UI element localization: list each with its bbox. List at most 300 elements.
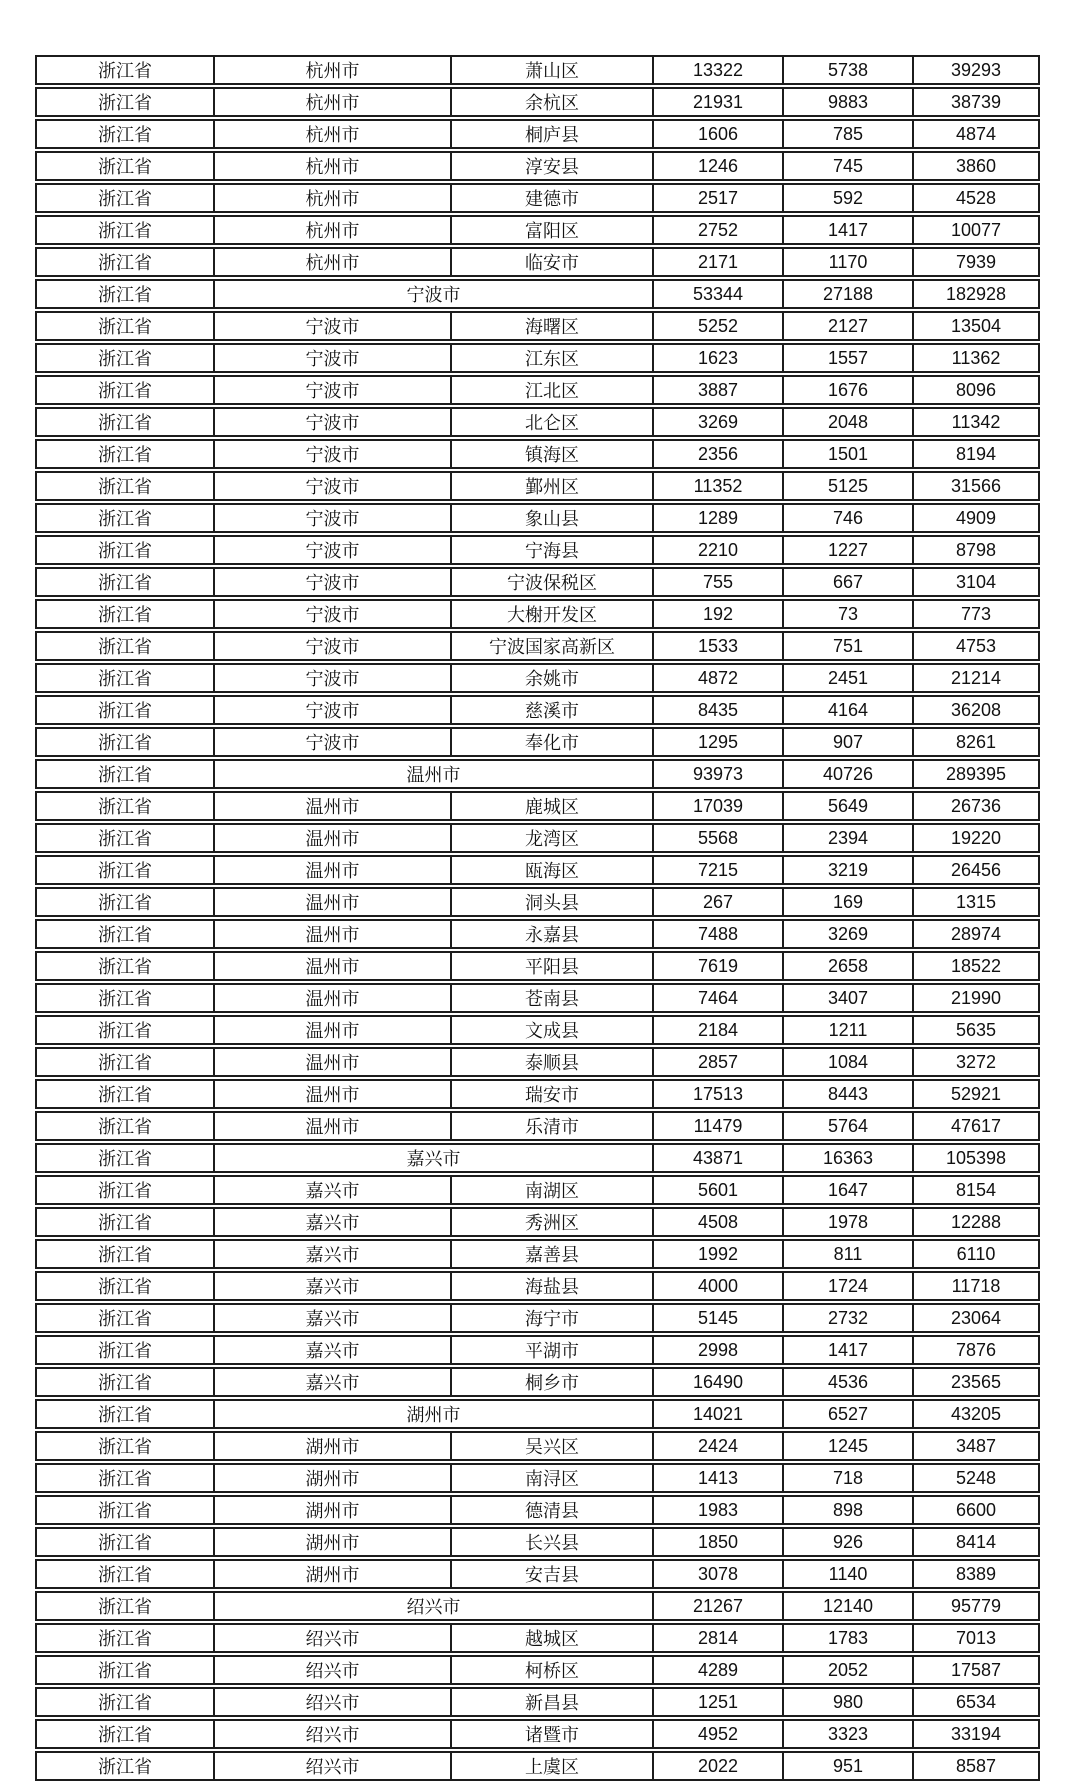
value-cell: 8414 [912, 1527, 1040, 1557]
value-cell: 28974 [912, 919, 1040, 949]
value-cell: 8798 [912, 535, 1040, 565]
city-summary-cell: 湖州市 [213, 1399, 652, 1429]
city-cell: 杭州市 [213, 87, 450, 117]
city-cell: 温州市 [213, 855, 450, 885]
value-cell: 980 [782, 1687, 912, 1717]
province-cell: 浙江省 [35, 1303, 213, 1333]
value-cell: 6600 [912, 1495, 1040, 1525]
value-cell: 1211 [782, 1015, 912, 1045]
table-row [35, 1079, 1040, 1109]
province-cell: 浙江省 [35, 1495, 213, 1525]
value-cell: 5635 [912, 1015, 1040, 1045]
value-cell: 3407 [782, 983, 912, 1013]
value-cell: 2184 [652, 1015, 782, 1045]
province-cell: 浙江省 [35, 1687, 213, 1717]
city-cell: 宁波市 [213, 727, 450, 757]
table-row [35, 183, 1040, 213]
value-cell: 755 [652, 567, 782, 597]
district-cell: 吴兴区 [450, 1431, 652, 1461]
province-cell: 浙江省 [35, 1431, 213, 1461]
district-cell: 余杭区 [450, 87, 652, 117]
value-cell: 5252 [652, 311, 782, 341]
province-cell: 浙江省 [35, 55, 213, 85]
value-cell: 16490 [652, 1367, 782, 1397]
value-cell: 1227 [782, 535, 912, 565]
city-summary-row [35, 1143, 1040, 1173]
province-cell: 浙江省 [35, 727, 213, 757]
value-cell: 17587 [912, 1655, 1040, 1685]
city-summary-row [35, 1399, 1040, 1429]
province-cell: 浙江省 [35, 1719, 213, 1749]
value-cell: 27188 [782, 279, 912, 309]
value-cell: 11342 [912, 407, 1040, 437]
province-cell: 浙江省 [35, 471, 213, 501]
province-cell: 浙江省 [35, 311, 213, 341]
city-summary-cell: 温州市 [213, 759, 652, 789]
province-cell: 浙江省 [35, 631, 213, 661]
value-cell: 4528 [912, 183, 1040, 213]
value-cell: 12288 [912, 1207, 1040, 1237]
value-cell: 1140 [782, 1559, 912, 1589]
value-cell: 785 [782, 119, 912, 149]
city-cell: 宁波市 [213, 535, 450, 565]
province-cell: 浙江省 [35, 343, 213, 373]
value-cell: 12140 [782, 1591, 912, 1621]
province-cell: 浙江省 [35, 1175, 213, 1205]
city-cell: 湖州市 [213, 1463, 450, 1493]
province-cell: 浙江省 [35, 599, 213, 629]
value-cell: 4508 [652, 1207, 782, 1237]
table-row [35, 1719, 1040, 1749]
value-cell: 11718 [912, 1271, 1040, 1301]
district-cell: 海宁市 [450, 1303, 652, 1333]
district-cell: 慈溪市 [450, 695, 652, 725]
city-cell: 嘉兴市 [213, 1271, 450, 1301]
value-cell: 1724 [782, 1271, 912, 1301]
city-cell: 温州市 [213, 983, 450, 1013]
city-cell: 绍兴市 [213, 1719, 450, 1749]
value-cell: 5248 [912, 1463, 1040, 1493]
city-cell: 绍兴市 [213, 1687, 450, 1717]
value-cell: 1557 [782, 343, 912, 373]
district-cell: 北仑区 [450, 407, 652, 437]
district-cell: 嘉善县 [450, 1239, 652, 1269]
value-cell: 169 [782, 887, 912, 917]
value-cell: 2127 [782, 311, 912, 341]
value-cell: 8389 [912, 1559, 1040, 1589]
district-cell: 南湖区 [450, 1175, 652, 1205]
city-summary-cell: 绍兴市 [213, 1591, 652, 1621]
city-cell: 宁波市 [213, 375, 450, 405]
value-cell: 26456 [912, 855, 1040, 885]
province-cell: 浙江省 [35, 1335, 213, 1365]
district-cell: 长兴县 [450, 1527, 652, 1557]
table-row [35, 599, 1040, 629]
value-cell: 8096 [912, 375, 1040, 405]
value-cell: 52921 [912, 1079, 1040, 1109]
value-cell: 40726 [782, 759, 912, 789]
district-cell: 镇海区 [450, 439, 652, 469]
city-summary-row [35, 759, 1040, 789]
table-row [35, 791, 1040, 821]
district-cell: 大榭开发区 [450, 599, 652, 629]
province-cell: 浙江省 [35, 855, 213, 885]
table-row [35, 1751, 1040, 1781]
city-cell: 嘉兴市 [213, 1175, 450, 1205]
table-row [35, 247, 1040, 277]
value-cell: 9883 [782, 87, 912, 117]
district-cell: 诸暨市 [450, 1719, 652, 1749]
value-cell: 2210 [652, 535, 782, 565]
value-cell: 4952 [652, 1719, 782, 1749]
city-cell: 绍兴市 [213, 1623, 450, 1653]
table-row [35, 471, 1040, 501]
table-row [35, 1559, 1040, 1589]
value-cell: 907 [782, 727, 912, 757]
value-cell: 4909 [912, 503, 1040, 533]
province-cell: 浙江省 [35, 1143, 213, 1173]
value-cell: 43205 [912, 1399, 1040, 1429]
province-cell: 浙江省 [35, 759, 213, 789]
province-cell: 浙江省 [35, 1463, 213, 1493]
value-cell: 7013 [912, 1623, 1040, 1653]
city-cell: 杭州市 [213, 119, 450, 149]
city-cell: 嘉兴市 [213, 1367, 450, 1397]
table-row [35, 951, 1040, 981]
district-cell: 临安市 [450, 247, 652, 277]
table-row [35, 1239, 1040, 1269]
province-cell: 浙江省 [35, 1207, 213, 1237]
value-cell: 4536 [782, 1367, 912, 1397]
table-row [35, 407, 1040, 437]
district-cell: 象山县 [450, 503, 652, 533]
value-cell: 93973 [652, 759, 782, 789]
value-cell: 7619 [652, 951, 782, 981]
city-cell: 嘉兴市 [213, 1207, 450, 1237]
province-cell: 浙江省 [35, 791, 213, 821]
city-cell: 湖州市 [213, 1559, 450, 1589]
table-row [35, 1655, 1040, 1685]
value-cell: 2658 [782, 951, 912, 981]
value-cell: 47617 [912, 1111, 1040, 1141]
value-cell: 43871 [652, 1143, 782, 1173]
district-cell: 越城区 [450, 1623, 652, 1653]
district-cell: 瑞安市 [450, 1079, 652, 1109]
city-cell: 嘉兴市 [213, 1335, 450, 1365]
city-cell: 温州市 [213, 919, 450, 949]
value-cell: 745 [782, 151, 912, 181]
city-cell: 宁波市 [213, 311, 450, 341]
province-cell: 浙江省 [35, 1239, 213, 1269]
value-cell: 11479 [652, 1111, 782, 1141]
district-cell: 南浔区 [450, 1463, 652, 1493]
city-cell: 温州市 [213, 1047, 450, 1077]
value-cell: 1992 [652, 1239, 782, 1269]
city-cell: 温州市 [213, 1079, 450, 1109]
province-cell: 浙江省 [35, 215, 213, 245]
table-row [35, 535, 1040, 565]
value-cell: 5125 [782, 471, 912, 501]
city-cell: 宁波市 [213, 343, 450, 373]
city-cell: 湖州市 [213, 1495, 450, 1525]
table-row [35, 1367, 1040, 1397]
city-cell: 绍兴市 [213, 1655, 450, 1685]
table-row [35, 55, 1040, 85]
district-cell: 柯桥区 [450, 1655, 652, 1685]
value-cell: 746 [782, 503, 912, 533]
value-cell: 718 [782, 1463, 912, 1493]
value-cell: 3487 [912, 1431, 1040, 1461]
district-cell: 宁海县 [450, 535, 652, 565]
value-cell: 19220 [912, 823, 1040, 853]
table-row [35, 1175, 1040, 1205]
value-cell: 17039 [652, 791, 782, 821]
value-cell: 33194 [912, 1719, 1040, 1749]
table-row [35, 1495, 1040, 1525]
district-cell: 海曙区 [450, 311, 652, 341]
district-cell: 桐乡市 [450, 1367, 652, 1397]
value-cell: 1084 [782, 1047, 912, 1077]
province-cell: 浙江省 [35, 823, 213, 853]
province-cell: 浙江省 [35, 247, 213, 277]
district-cell: 秀洲区 [450, 1207, 652, 1237]
table-row [35, 567, 1040, 597]
city-cell: 宁波市 [213, 407, 450, 437]
value-cell: 926 [782, 1527, 912, 1557]
province-cell: 浙江省 [35, 1271, 213, 1301]
city-cell: 杭州市 [213, 183, 450, 213]
city-cell: 温州市 [213, 1111, 450, 1141]
table-row [35, 151, 1040, 181]
value-cell: 2048 [782, 407, 912, 437]
province-cell: 浙江省 [35, 567, 213, 597]
district-cell: 余姚市 [450, 663, 652, 693]
table-row [35, 1335, 1040, 1365]
value-cell: 1251 [652, 1687, 782, 1717]
value-cell: 2517 [652, 183, 782, 213]
district-cell: 鄞州区 [450, 471, 652, 501]
value-cell: 13322 [652, 55, 782, 85]
table-row [35, 87, 1040, 117]
value-cell: 1246 [652, 151, 782, 181]
value-cell: 8194 [912, 439, 1040, 469]
value-cell: 5738 [782, 55, 912, 85]
value-cell: 3272 [912, 1047, 1040, 1077]
value-cell: 5568 [652, 823, 782, 853]
value-cell: 8154 [912, 1175, 1040, 1205]
province-cell: 浙江省 [35, 1015, 213, 1045]
value-cell: 898 [782, 1495, 912, 1525]
value-cell: 26736 [912, 791, 1040, 821]
value-cell: 73 [782, 599, 912, 629]
province-cell: 浙江省 [35, 407, 213, 437]
value-cell: 2998 [652, 1335, 782, 1365]
value-cell: 1413 [652, 1463, 782, 1493]
city-cell: 杭州市 [213, 151, 450, 181]
value-cell: 1676 [782, 375, 912, 405]
province-cell: 浙江省 [35, 1111, 213, 1141]
value-cell: 811 [782, 1239, 912, 1269]
province-cell: 浙江省 [35, 151, 213, 181]
value-cell: 667 [782, 567, 912, 597]
district-cell: 苍南县 [450, 983, 652, 1013]
city-cell: 宁波市 [213, 439, 450, 469]
district-cell: 新昌县 [450, 1687, 652, 1717]
value-cell: 192 [652, 599, 782, 629]
city-cell: 宁波市 [213, 631, 450, 661]
table-row [35, 631, 1040, 661]
table-row [35, 855, 1040, 885]
value-cell: 23565 [912, 1367, 1040, 1397]
province-cell: 浙江省 [35, 375, 213, 405]
district-cell: 洞头县 [450, 887, 652, 917]
value-cell: 1170 [782, 247, 912, 277]
value-cell: 751 [782, 631, 912, 661]
value-cell: 2052 [782, 1655, 912, 1685]
value-cell: 8443 [782, 1079, 912, 1109]
value-cell: 11352 [652, 471, 782, 501]
value-cell: 31566 [912, 471, 1040, 501]
value-cell: 4164 [782, 695, 912, 725]
value-cell: 2732 [782, 1303, 912, 1333]
value-cell: 1606 [652, 119, 782, 149]
province-cell: 浙江省 [35, 1367, 213, 1397]
value-cell: 1289 [652, 503, 782, 533]
district-cell: 江东区 [450, 343, 652, 373]
district-cell: 平湖市 [450, 1335, 652, 1365]
value-cell: 23064 [912, 1303, 1040, 1333]
value-cell: 14021 [652, 1399, 782, 1429]
value-cell: 3860 [912, 151, 1040, 181]
value-cell: 267 [652, 887, 782, 917]
table-row [35, 823, 1040, 853]
value-cell: 8587 [912, 1751, 1040, 1781]
district-cell: 宁波国家高新区 [450, 631, 652, 661]
city-cell: 宁波市 [213, 599, 450, 629]
city-cell: 温州市 [213, 1015, 450, 1045]
district-cell: 永嘉县 [450, 919, 652, 949]
value-cell: 10077 [912, 215, 1040, 245]
value-cell: 7488 [652, 919, 782, 949]
province-cell: 浙江省 [35, 1047, 213, 1077]
province-cell: 浙江省 [35, 663, 213, 693]
province-cell: 浙江省 [35, 1559, 213, 1589]
district-cell: 桐庐县 [450, 119, 652, 149]
value-cell: 2857 [652, 1047, 782, 1077]
value-cell: 289395 [912, 759, 1040, 789]
value-cell: 53344 [652, 279, 782, 309]
value-cell: 2752 [652, 215, 782, 245]
value-cell: 5601 [652, 1175, 782, 1205]
district-cell: 文成县 [450, 1015, 652, 1045]
city-cell: 宁波市 [213, 567, 450, 597]
city-cell: 嘉兴市 [213, 1239, 450, 1269]
city-cell: 杭州市 [213, 55, 450, 85]
province-cell: 浙江省 [35, 983, 213, 1013]
value-cell: 21990 [912, 983, 1040, 1013]
table-row [35, 1271, 1040, 1301]
city-cell: 宁波市 [213, 471, 450, 501]
city-summary-row [35, 279, 1040, 309]
value-cell: 4289 [652, 1655, 782, 1685]
province-cell: 浙江省 [35, 119, 213, 149]
city-cell: 温州市 [213, 791, 450, 821]
table-row [35, 1111, 1040, 1141]
value-cell: 36208 [912, 695, 1040, 725]
province-cell: 浙江省 [35, 1655, 213, 1685]
table-row [35, 1431, 1040, 1461]
value-cell: 3078 [652, 1559, 782, 1589]
value-cell: 2171 [652, 247, 782, 277]
table-row [35, 1015, 1040, 1045]
district-cell: 安吉县 [450, 1559, 652, 1589]
value-cell: 38739 [912, 87, 1040, 117]
value-cell: 1647 [782, 1175, 912, 1205]
district-cell: 龙湾区 [450, 823, 652, 853]
value-cell: 2814 [652, 1623, 782, 1653]
value-cell: 3323 [782, 1719, 912, 1749]
city-cell: 绍兴市 [213, 1751, 450, 1781]
value-cell: 21267 [652, 1591, 782, 1621]
province-cell: 浙江省 [35, 695, 213, 725]
value-cell: 4874 [912, 119, 1040, 149]
value-cell: 4872 [652, 663, 782, 693]
value-cell: 6534 [912, 1687, 1040, 1717]
value-cell: 21931 [652, 87, 782, 117]
value-cell: 2394 [782, 823, 912, 853]
value-cell: 18522 [912, 951, 1040, 981]
district-cell: 淳安县 [450, 151, 652, 181]
city-cell: 宁波市 [213, 663, 450, 693]
table-row [35, 1687, 1040, 1717]
city-cell: 湖州市 [213, 1431, 450, 1461]
district-cell: 海盐县 [450, 1271, 652, 1301]
district-cell: 上虞区 [450, 1751, 652, 1781]
value-cell: 1501 [782, 439, 912, 469]
table-row [35, 215, 1040, 245]
value-cell: 6527 [782, 1399, 912, 1429]
province-cell: 浙江省 [35, 87, 213, 117]
value-cell: 773 [912, 599, 1040, 629]
value-cell: 1295 [652, 727, 782, 757]
value-cell: 1978 [782, 1207, 912, 1237]
value-cell: 1623 [652, 343, 782, 373]
value-cell: 5649 [782, 791, 912, 821]
province-cell: 浙江省 [35, 1623, 213, 1653]
value-cell: 5764 [782, 1111, 912, 1141]
value-cell: 8261 [912, 727, 1040, 757]
value-cell: 2022 [652, 1751, 782, 1781]
city-cell: 杭州市 [213, 247, 450, 277]
city-cell: 温州市 [213, 823, 450, 853]
district-cell: 泰顺县 [450, 1047, 652, 1077]
province-cell: 浙江省 [35, 535, 213, 565]
value-cell: 1417 [782, 1335, 912, 1365]
value-cell: 1533 [652, 631, 782, 661]
province-cell: 浙江省 [35, 503, 213, 533]
table-row [35, 375, 1040, 405]
district-cell: 瓯海区 [450, 855, 652, 885]
city-cell: 杭州市 [213, 215, 450, 245]
value-cell: 1783 [782, 1623, 912, 1653]
city-cell: 宁波市 [213, 503, 450, 533]
city-summary-cell: 宁波市 [213, 279, 652, 309]
value-cell: 3887 [652, 375, 782, 405]
value-cell: 4753 [912, 631, 1040, 661]
value-cell: 182928 [912, 279, 1040, 309]
district-cell: 乐清市 [450, 1111, 652, 1141]
city-cell: 嘉兴市 [213, 1303, 450, 1333]
